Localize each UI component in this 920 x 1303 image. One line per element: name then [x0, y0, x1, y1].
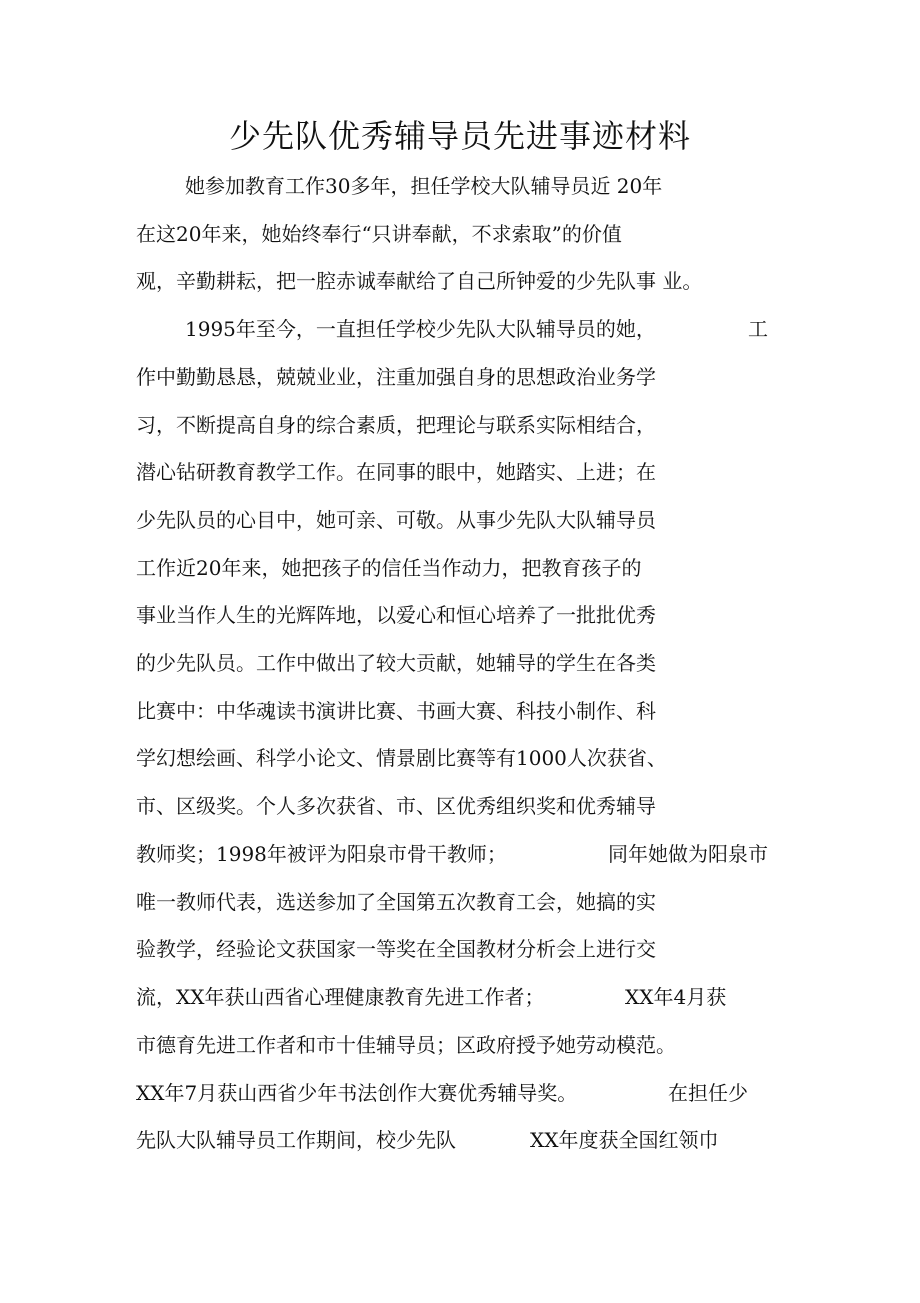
paragraph-line: 的少先队员。工作中做出了较大贡献，她辅导的学生在各类 [136, 651, 656, 675]
paragraph-line: 市德育先进工作者和市十佳辅导员；区政府授予她劳动模范。 [136, 1033, 676, 1057]
paragraph-line: 潜心钻研教育教学工作。在同事的眼中，她踏实、上进；在 [136, 460, 656, 484]
paragraph-line: 在这20年来，她始终奉行“只讲奉献，不求索取”的价值 [136, 222, 622, 246]
paragraph-line: 事业当作人生的光辉阵地，以爱心和恒心培养了一批批优秀 [136, 603, 656, 627]
line-segment: XX年4月获 [625, 985, 727, 1009]
line-segment: 同年她做为阳泉市 [608, 842, 768, 866]
paragraph-line: 少先队员的心目中，她可亲、可敬。从事少先队大队辅导员 [136, 508, 656, 532]
paragraph-line: 市、区级奖。个人多次获省、市、区优秀组织奖和优秀辅导 [136, 794, 656, 818]
line-segment: 教师奖；1998年被评为阳泉市骨干教师； [136, 842, 507, 866]
line-segment: 工 [748, 317, 768, 341]
paragraph-line [0, 982, 920, 1012]
paragraph-line [0, 1078, 920, 1108]
paragraph-line: 观，辛勤耕耘，把一腔赤诚奉献给了自己所钟爱的少先队事 业。 [136, 269, 703, 293]
document-title: 少先队优秀辅导员先进事迹材料 [228, 117, 691, 155]
paragraph-line [0, 314, 920, 344]
line-segment: 1995年至今，一直担任学校少先队大队辅导员的她， [185, 317, 656, 341]
paragraph-line [0, 1125, 920, 1155]
paragraph-line: 她参加教育工作30多年，担任学校大队辅导员近 20年 [185, 174, 663, 198]
paragraph-line: 习，不断提高自身的综合素质，把理论与联系实际相结合， [136, 413, 656, 437]
line-segment: 流，XX年获山西省心理健康教育先进工作者； [136, 985, 545, 1009]
line-segment: 在担任少 [668, 1081, 748, 1105]
paragraph-line: 唯一教师代表，选送参加了全国第五次教育工会，她搞的实 [136, 890, 656, 914]
paragraph-line: 验教学，经验论文获国家一等奖在全国教材分析会上进行交 [136, 937, 656, 961]
paragraph-line: 比赛中：中华魂读书演讲比赛、书画大赛、科技小制作、科 [136, 699, 656, 723]
line-segment: XX年度获全国红领巾 [530, 1128, 719, 1152]
paragraph-line: 工作近20年来，她把孩子的信任当作动力，把教育孩子的 [136, 556, 642, 580]
paragraph-line: 学幻想绘画、科学小论文、情景剧比赛等有1000人次获省、 [136, 746, 667, 770]
line-segment: XX年7月获山西省少年书法创作大赛优秀辅导奖。 [136, 1081, 578, 1105]
paragraph-line [0, 839, 920, 869]
line-segment: 先队大队辅导员工作期间，校少先队 [136, 1128, 456, 1152]
paragraph-line: 作中勤勤恳恳，兢兢业业，注重加强自身的思想政治业务学 [136, 365, 656, 389]
